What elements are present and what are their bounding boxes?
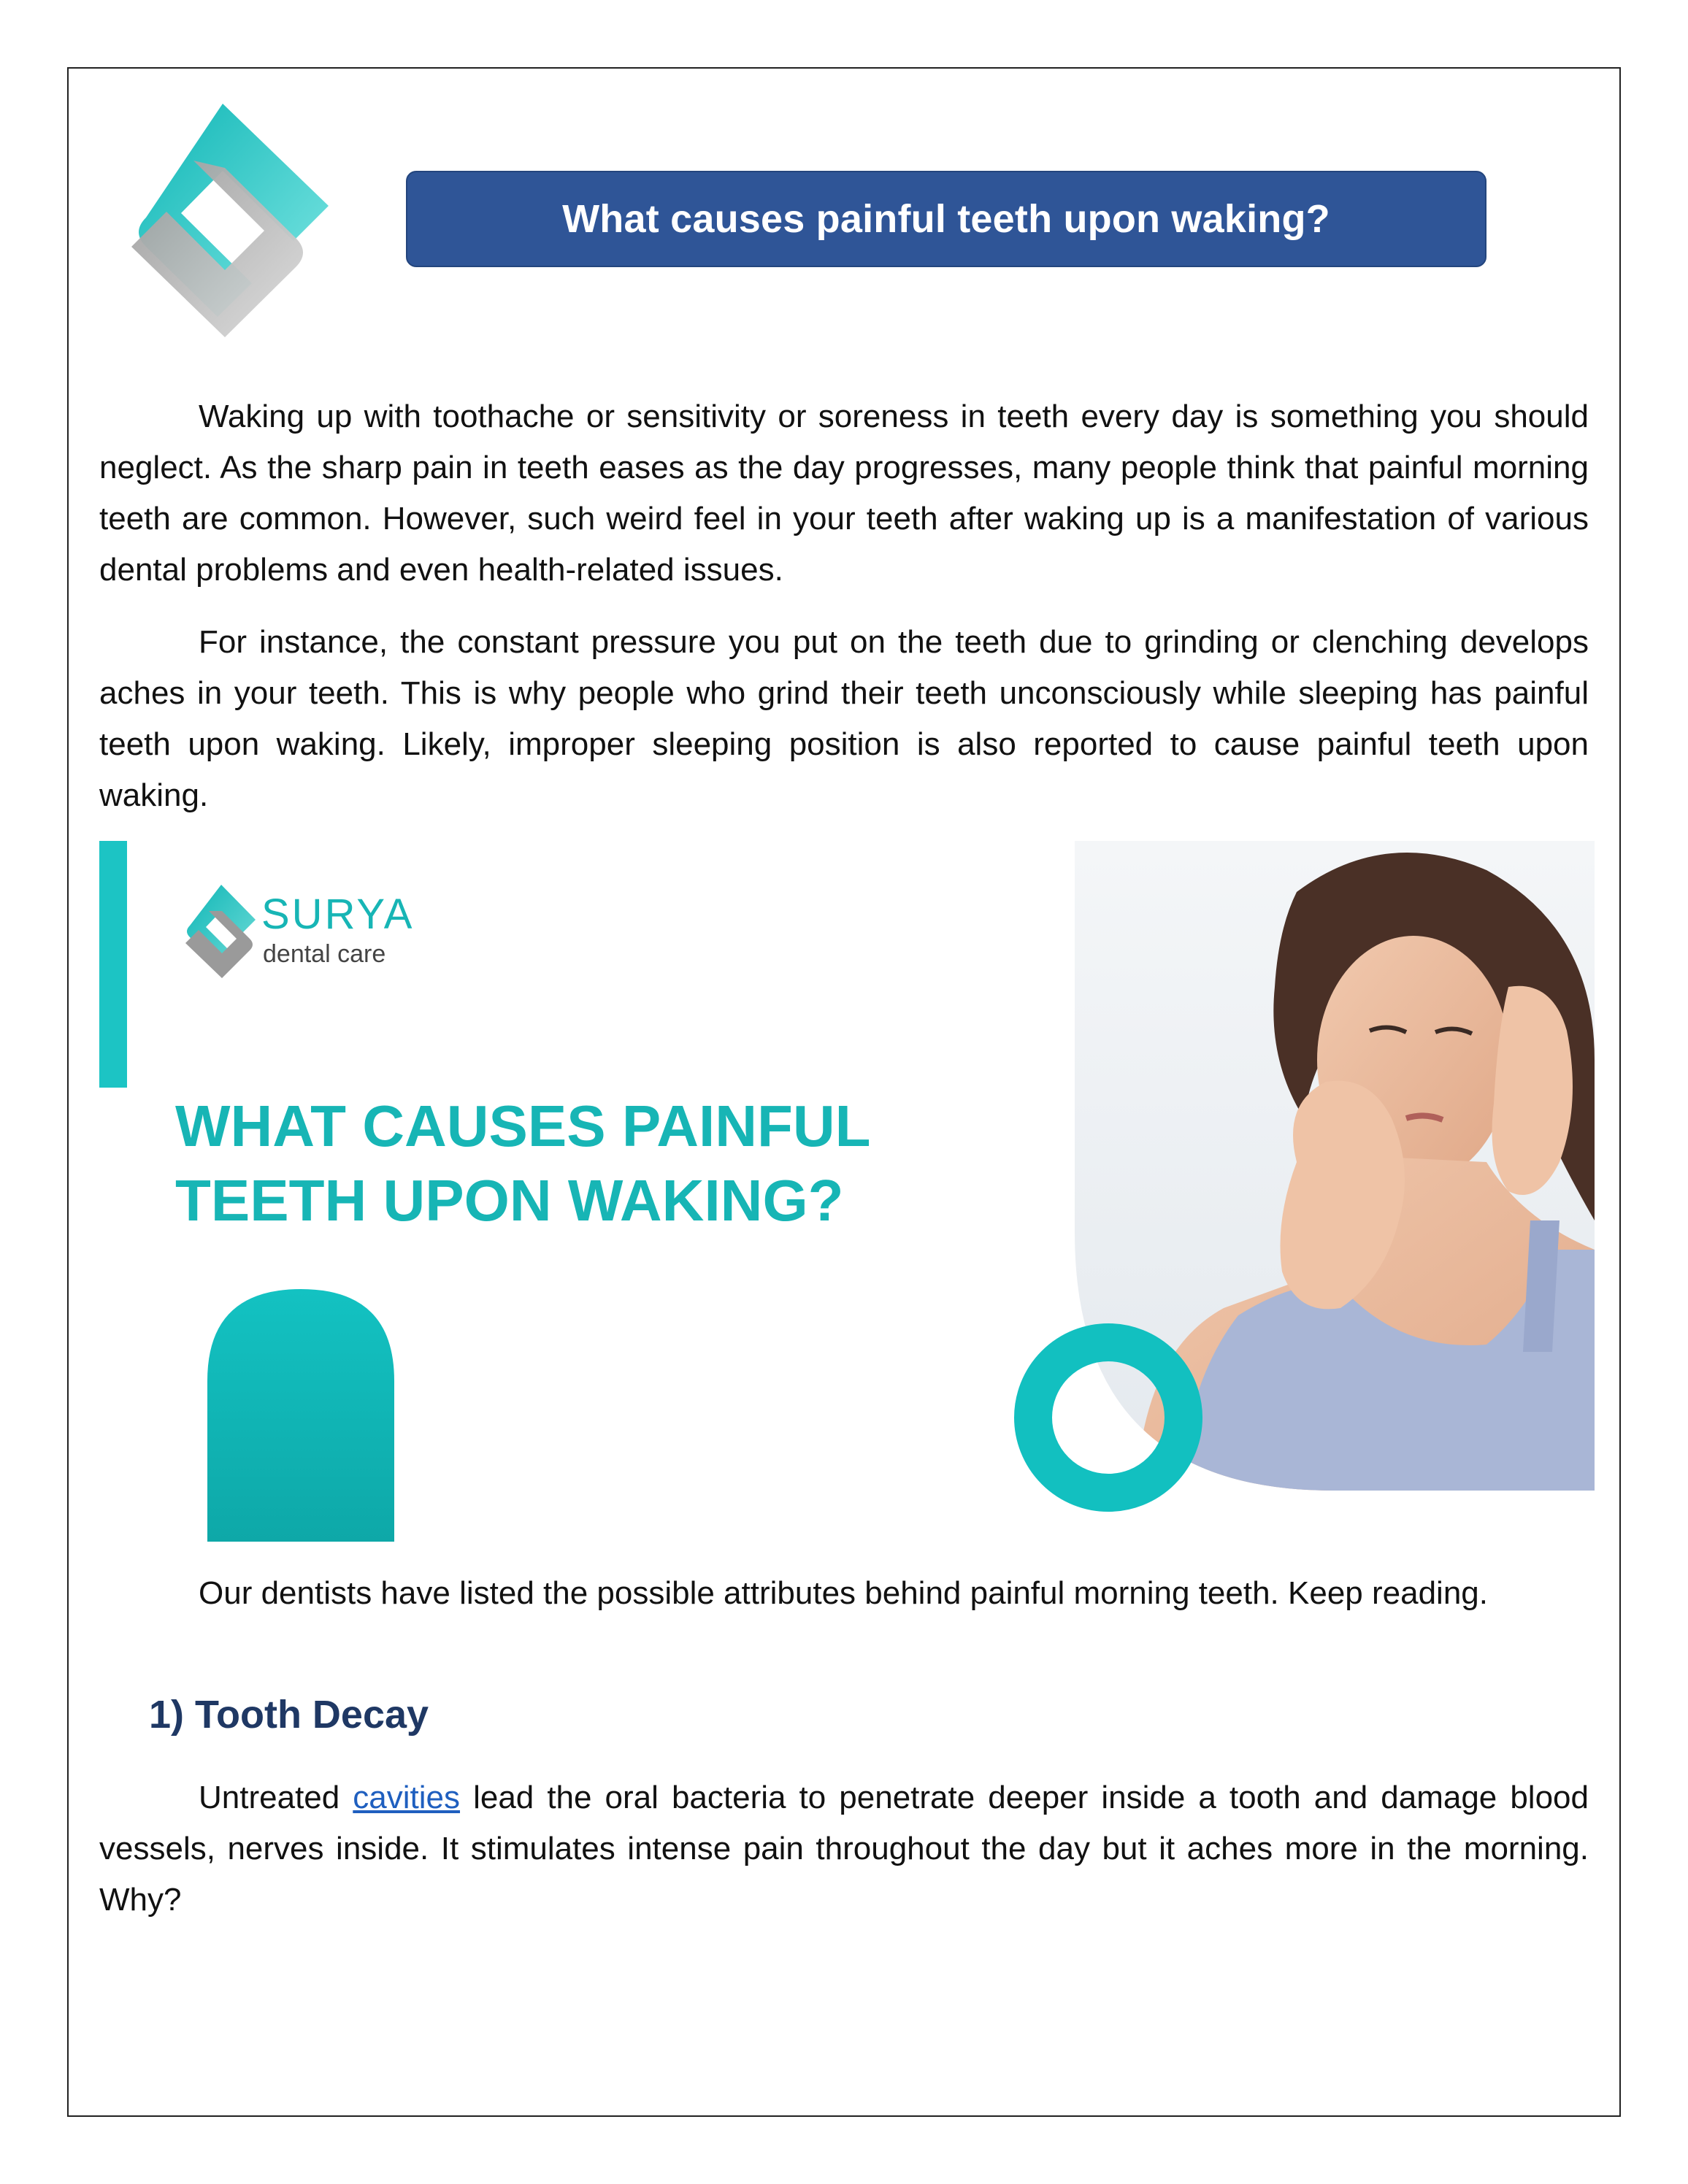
dentists-paragraph: Our dentists have listed the possible attributes behind painful morning teeth. Keep reading. (199, 1575, 1488, 1611)
tooth-decay-text-after: lead the oral bacteria to penetrate deeper inside a tooth and damage blood vessels, nerves inside. It stimulates intense pain throughout the day but it aches more in the morning. Why? (99, 1780, 1589, 1918)
article-banner-image (99, 841, 1595, 1542)
intro-paragraph: Waking up with toothache or sensitivity or soreness in teeth every day is something you should neglect. As the sharp pain in teeth eases as the day progresses, many people think that painful morning teeth are common. However, such weird feel in your teeth after waking up is a manifestation of various dental problems and even health-related issues. (99, 399, 1589, 588)
banner-brand-name: SURYA (261, 891, 415, 938)
example-paragraph: For instance, the constant pressure you put on the teeth due to grinding or clenching develops aches in your teeth. This is why people who grind their teeth unconsciously while sleeping has painful teeth upon waking. Likely, improper sleeping position is also reported to cause painful teeth upon waking. (99, 624, 1589, 813)
page-title: What causes painful teeth upon waking? (562, 197, 1330, 241)
tooth-decay-text-before: Untreated (199, 1780, 353, 1815)
banner-headline-line2: TEETH UPON WAKING? (175, 1168, 844, 1233)
banner-headline-line1: WHAT CAUSES PAINFUL (175, 1093, 871, 1158)
cavities-link[interactable]: cavities (353, 1780, 461, 1815)
tooth-decay-paragraph (99, 1772, 1589, 1926)
banner-brand-sub: dental care (263, 940, 386, 968)
surya-logo (131, 104, 336, 366)
banner-logo-mark (185, 885, 256, 978)
teal-accent-bar (99, 841, 127, 1088)
section-heading-tooth-decay: 1) Tooth Decay (149, 1693, 429, 1737)
teal-arch-shape (207, 1289, 394, 1542)
title-banner (406, 171, 1486, 267)
woman-toothache-photo (1075, 841, 1595, 1491)
